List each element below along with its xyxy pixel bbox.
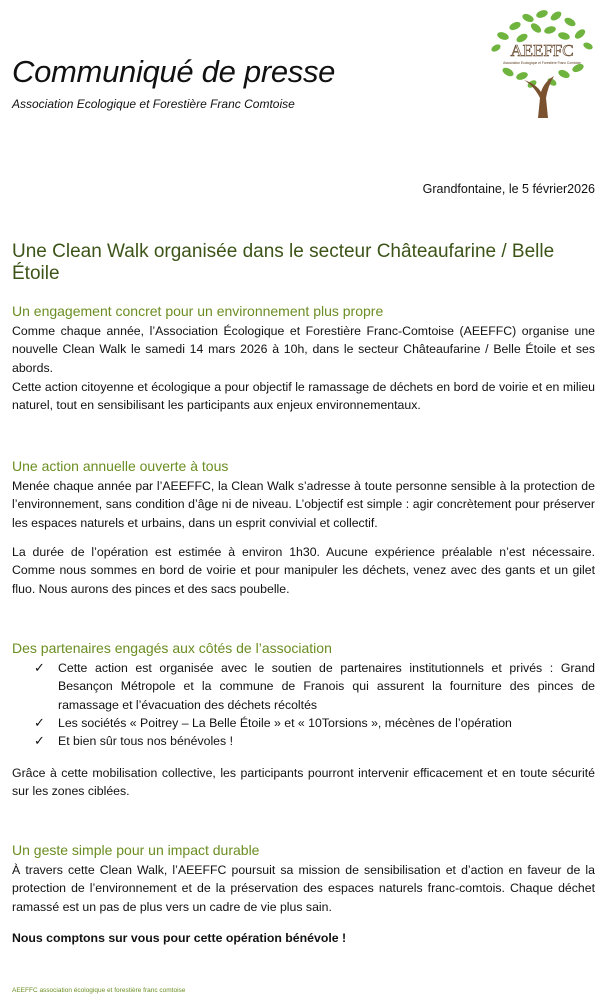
date-line: Grandfontaine, le 5 février2026 <box>422 182 595 196</box>
association-subtitle: Association Ecologique et Forestière Franc Comtoise <box>12 97 295 111</box>
footer-text: AEEFFC association écologique et forestière franc comtoise <box>12 987 186 994</box>
list-item-text: Les sociétés « Poitrey – La Belle Étoile » et « 10Torsions », mécènes de l’opération <box>58 715 512 730</box>
section-title: Un geste simple pour un impact durable <box>12 842 260 858</box>
aeeffc-tree-logo <box>488 2 596 120</box>
checkmark-icon: ✓ <box>34 660 45 675</box>
logo-text: AEEFFC <box>510 41 574 60</box>
list-item <box>12 659 595 714</box>
section-title: Des partenaires engagés aux côtés de l’association <box>12 640 332 656</box>
page-title: Communiqué de presse <box>12 54 336 89</box>
section-title: Une action annuelle ouverte à tous <box>12 458 229 474</box>
checkmark-icon: ✓ <box>34 714 45 730</box>
list-item <box>12 714 595 732</box>
section-title: Un engagement concret pour un environnement plus propre <box>12 303 384 319</box>
logo-tagline: Association Ecologique et Forestière Franc Comtoise <box>503 61 581 65</box>
paragraph: Grâce à cette mobilisation collective, les participants pourront intervenir efficacement et en toute sécurité sur les zones ciblées. <box>12 766 595 799</box>
paragraph: La durée de l’opération est estimée à environ 1h30. Aucune expérience préalable n’est nécessaire. Comme nous sommes en bord de voirie et pour manipuler les déchets, venez avec des gants et un gilet fluo. Nous aurons des pinces et des sacs poubelle. <box>12 545 595 596</box>
partners-checklist <box>12 659 595 750</box>
paragraph: Menée chaque année par l’AEEFFC, la Clean Walk s’adresse à toute personne sensible à la protection de l’environnement, sans condition d’âge ni de niveau. L’objectif est simple : agir concrètement pour préserver les espaces naturels et urbains, dans un esprit convivial et collectif. <box>12 479 595 530</box>
list-item-text: Cette action est organisée avec le soutien de partenaires institutionnels et privés : Grand Besançon Métropole et la commune de Franois qui assurent la fourniture des pinces de ramassage et l’évacuation des déchets récoltés <box>58 661 595 712</box>
closing-statement: Nous comptons sur vous pour cette opération bénévole ! <box>12 931 347 945</box>
paragraph: À travers cette Clean Walk, l’AEEFFC poursuit sa mission de sensibilisation et d’action en faveur de la protection de l’environnement et de la préservation des espaces naturels franc-comtois. Chaque déchet ramassé est un pas de plus vers un cadre de vie plus sain. <box>12 863 595 914</box>
list-item <box>12 732 595 750</box>
checkmark-icon: ✓ <box>34 733 45 749</box>
list-item-text: Et bien sûr tous nos bénévoles ! <box>58 734 233 749</box>
main-heading: Une Clean Walk organisée dans le secteur Châteaufarine / Belle Étoile <box>12 241 555 284</box>
paragraph: Cette action citoyenne et écologique a pour objectif le ramassage de déchets en bord de voirie et en milieu naturel, tout en sensibilisant les participants aux enjeux environnementaux. <box>12 380 595 413</box>
paragraph: Comme chaque année, l’Association Écologique et Forestière Franc-Comtoise (AEEFFC) organise une nouvelle Clean Walk le samedi 14 mars 2026 à 10h, dans le secteur Châteaufarine / Belle Étoile et ses abords. <box>12 324 595 375</box>
